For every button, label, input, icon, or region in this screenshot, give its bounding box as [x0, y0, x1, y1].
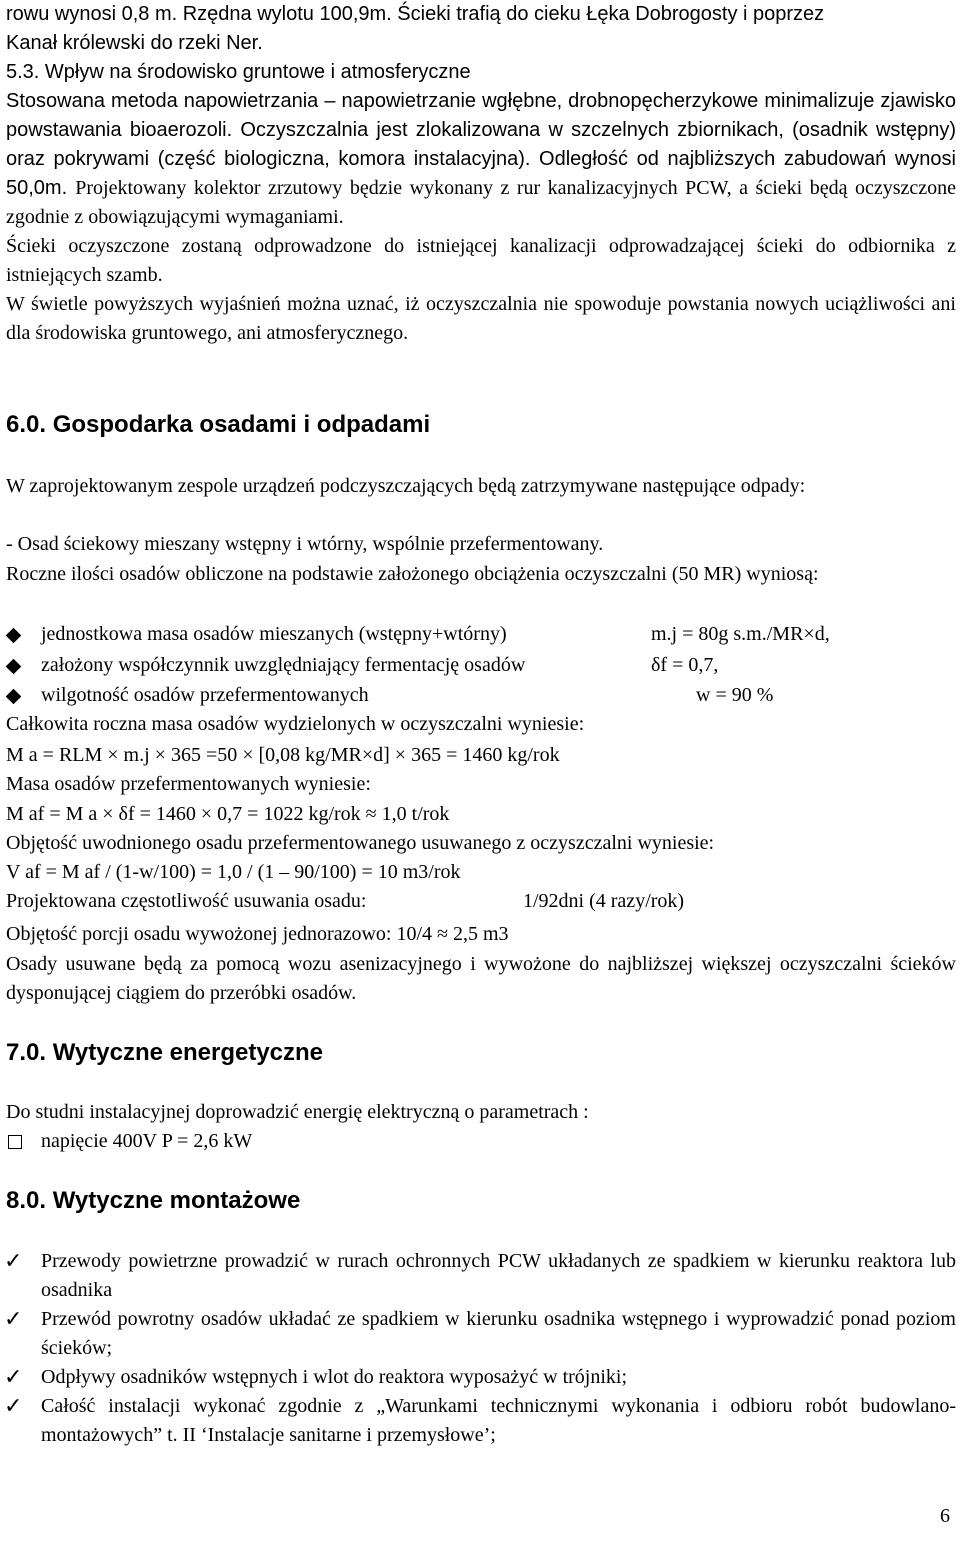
- section-7-paragraph: Do studni instalacyjnej doprowadzić energię elektryczną o parametrach :: [6, 1101, 589, 1123]
- sec53-sentence-c: Projektowany kolektor zrzutowy będzie wykonany z rur kanalizacyjnych PCW, a ścieki będą oczyszczone zgodnie z obowiązującymi wymaganiami.: [6, 177, 957, 228]
- section-6-paragraph-1: W zaprojektowanym zespole urządzeń podczyszczających będą zatrzymywane następujące odpady:: [6, 475, 806, 497]
- intro-line-2: Kanał królewski do rzeki Ner.: [6, 32, 263, 54]
- diamond-bullet-icon: [6, 628, 22, 644]
- section-7-item-text: napięcie 400V P = 2,6 kW: [41, 1130, 253, 1152]
- list-item-text: Przewody powietrzne prowadzić w rurach ochronnych PCW układanych ze spadkiem w kierunku reaktora lub osadnika: [41, 1250, 956, 1301]
- diamond-bullet-icon: [6, 659, 22, 675]
- intro-line-1: rowu wynosi 0,8 m. Rzędna wylotu 100,9m. Ścieki trafią do cieku Łęka Dobrogosty i poprzez: [6, 3, 825, 25]
- check-icon: ✓: [4, 1394, 23, 1419]
- frequency-label: Projektowana częstotliwość usuwania osadu:: [6, 890, 367, 912]
- sec53-sentence-b: Oczyszczalnia jest zlokalizowana w szczelnych zbiornikach, (osadnik wstępny) oraz pokrywami (część biologiczna, komora instalacyjna). Odległość od najbliższych zabudowań wynosi 50,0m.: [6, 119, 956, 199]
- bullet-value: m.j = 80g s.m./MR×d,: [651, 623, 830, 645]
- check-icon: ✓: [4, 1249, 23, 1274]
- diamond-bullet-icon: [6, 689, 22, 705]
- formula-ma: M a = RLM × m.j × 365 =50 × [0,08 kg/MR×d] × 365 = 1460 kg/rok: [6, 744, 560, 766]
- page-number: 6: [940, 1505, 950, 1527]
- list-item-text: Całość instalacji wykonać zgodnie z „Warunkami technicznymi wykonania i odbioru robót budowlano-montażowych” t. II ‘Instalacje sanitarne i przemysłowe’;: [41, 1395, 956, 1446]
- check-icon: ✓: [4, 1307, 23, 1332]
- section-5-3-paragraph-3: W świetle powyższych wyjaśnień można uznać, iż oczyszczalnia nie spowoduje powstania nowych uciążliwości ani dla środowiska gruntowego, ani atmosferycznego.: [6, 293, 956, 344]
- bullet-value: δf = 0,7,: [651, 654, 719, 676]
- checkbox-square-icon: [8, 1135, 22, 1149]
- list-item: [6, 1305, 956, 1363]
- formula-maf: M af = M a × δf = 1460 × 0,7 = 1022 kg/rok ≈ 1,0 t/rok: [6, 803, 450, 825]
- section-6-heading: 6.0. Gospodarka osadami i odpadami: [6, 411, 431, 438]
- list-item: [6, 1363, 956, 1392]
- section-6-final-paragraph: Osady usuwane będą za pomocą wozu asenizacyjnego i wywożone do najbliższej większej oczyszczalni ścieków dysponującej ciągiem do przeróbki osadów.: [6, 953, 956, 1004]
- formula-vaf: V af = M af / (1-w/100) = 1,0 / (1 – 90/100) = 10 m3/rok: [6, 861, 461, 883]
- list-item-text: Przewód powrotny osadów układać ze spadkiem w kierunku osadnika wstępnego i wyprowadzić ponad poziom ścieków;: [41, 1308, 956, 1359]
- frequency-value: 1/92dni (4 razy/rok): [523, 890, 685, 912]
- section-6-paragraph-2: Roczne ilości osadów obliczone na podstawie założonego obciążenia oczyszczalni (50 MR) wyniosą:: [6, 563, 819, 585]
- section-7-heading: 7.0. Wytyczne energetyczne: [6, 1039, 324, 1066]
- section-5-3-paragraph-1: [6, 87, 956, 232]
- list-item-text: Odpływy osadników wstępnych i wlot do reaktora wyposażyć w trójniki;: [41, 1366, 628, 1388]
- list-item: [6, 1392, 956, 1450]
- bullet-label: jednostkowa masa osadów mieszanych (wstępny+wtórny): [41, 623, 507, 645]
- portion-volume: Objętość porcji osadu wywożonej jednorazowo: 10/4 ≈ 2,5 m3: [6, 923, 509, 945]
- volume-label: Objętość uwodnionego osadu przefermentowanego usuwanego z oczyszczalni wyniesie:: [6, 832, 715, 854]
- sec53-sentence-a: Stosowana metoda napowietrzania – napowietrzanie wgłębne, drobnopęcherzykowe minimalizuje zjawisko powstawania bioaerozoli.: [6, 90, 956, 141]
- section-8-heading: 8.0. Wytyczne montażowe: [6, 1187, 301, 1214]
- frequency-row: [6, 887, 685, 916]
- total-mass-label: Całkowita roczna masa osadów wydzielonych w oczyszczalni wyniesie:: [6, 713, 585, 735]
- section-8-list: [6, 1247, 956, 1450]
- bullet-label: wilgotność osadów przefermentowanych: [41, 684, 369, 706]
- section-5-3-heading: 5.3. Wpływ na środowisko gruntowe i atmosferyczne: [6, 61, 471, 83]
- bullet-label: założony współczynnik uwzględniający fermentację osadów: [41, 654, 526, 676]
- fermented-mass-label: Masa osadów przefermentowanych wyniesie:: [6, 773, 371, 795]
- section-5-3-paragraph-2: Ścieki oczyszczone zostaną odprowadzone do istniejącej kanalizacji odprowadzającej ścieki do odbiornika z istniejących szamb.: [6, 235, 956, 286]
- check-icon: ✓: [4, 1365, 23, 1390]
- list-item: [6, 1247, 956, 1305]
- intro-block: [6, 0, 956, 348]
- dash-list-item: - Osad ściekowy mieszany wstępny i wtórny, wspólnie przefermentowany.: [6, 533, 604, 555]
- bullet-value: w = 90 %: [696, 684, 774, 706]
